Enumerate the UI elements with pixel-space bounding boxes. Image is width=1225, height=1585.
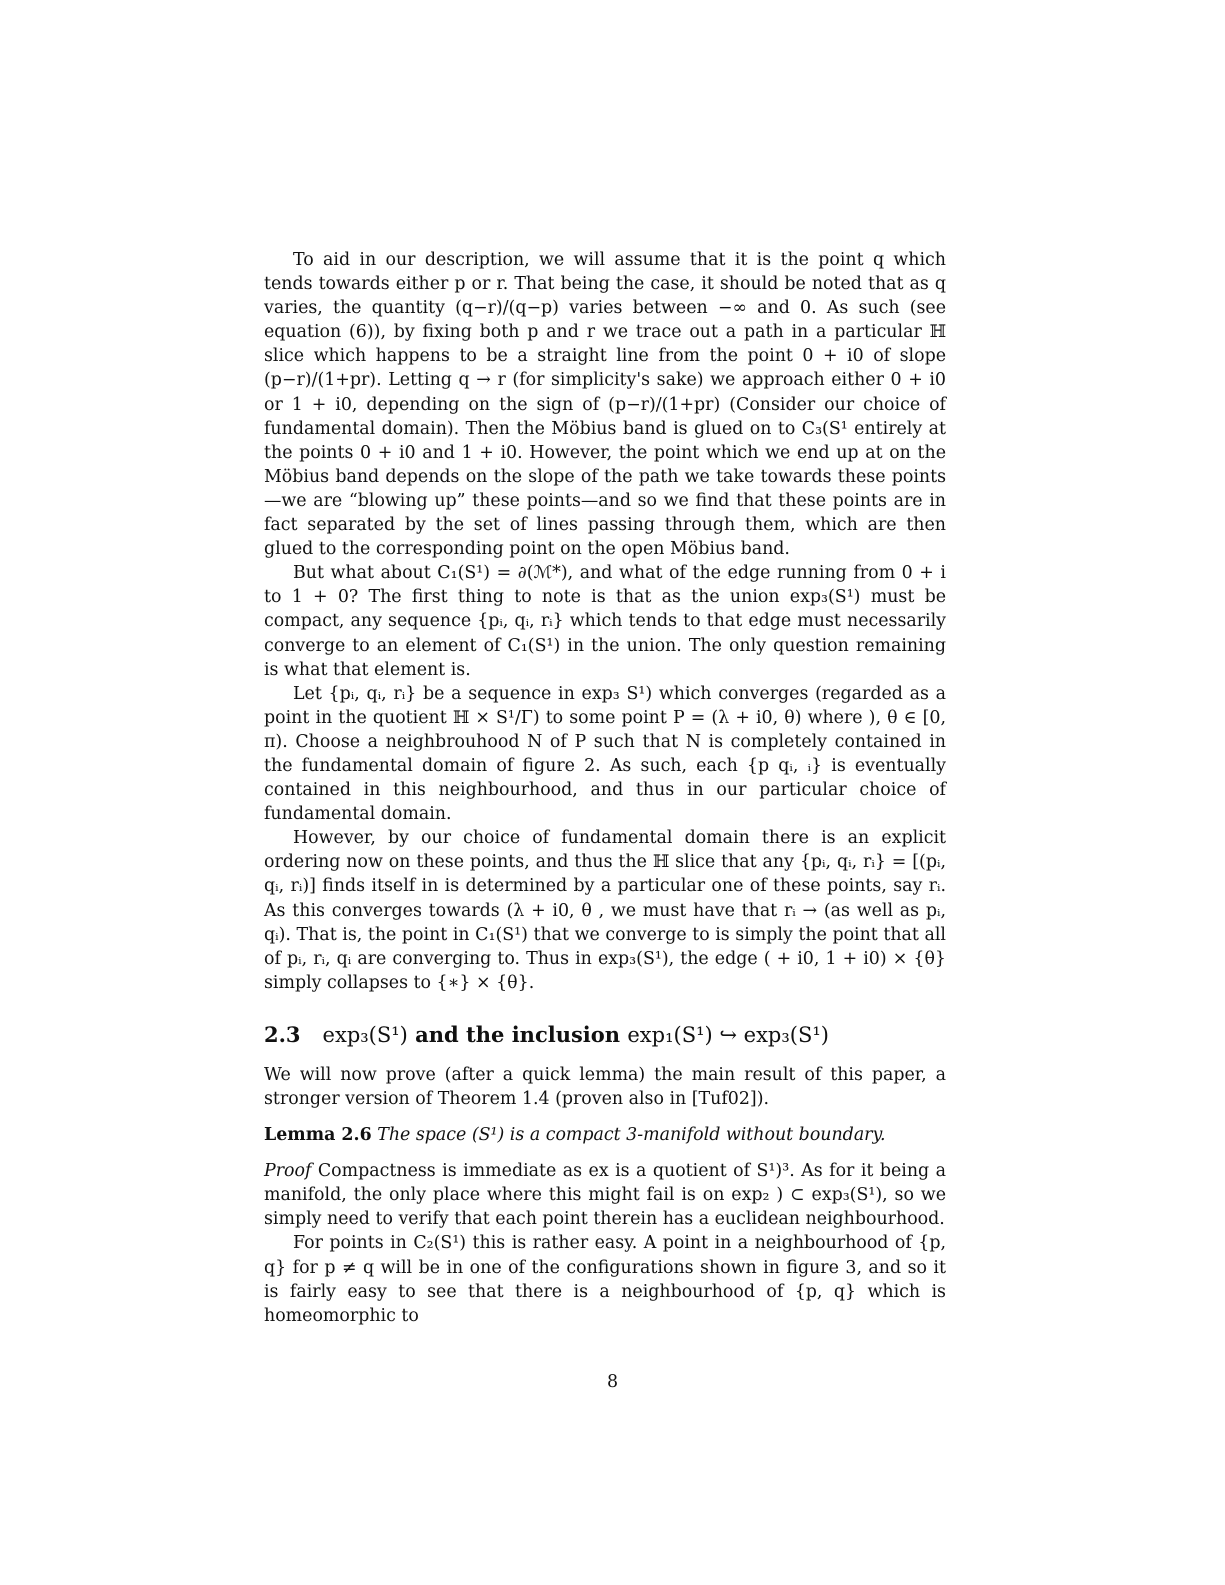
proof-label: Proof: [264, 1161, 312, 1182]
paragraph-proof: [264, 1159, 946, 1231]
page-number: 8: [606, 1372, 619, 1392]
section-number: 2.3: [264, 1021, 301, 1047]
paragraph-5: We will now prove (after a quick lemma) the main result of this paper, a stronger version of Theorem 1.4 (proven also in [Tuf02]).: [264, 1064, 946, 1109]
paragraph-1: To aid in our description, we will assume that it is the point q which tends towards either p or r. That being the case, it should be noted that as q varies, the quantity (q−r)/(q−p) varies between −∞ and 0. As such (see equation (6)), by fixing both p and r we trace out a path in a particular ℍ slice which happens to be a straight line from the point 0 + i0 of slope (p−r)/(1+pr). Letting q → r (for simplicity's sake) we approach either 0 + i0 or 1 + i0, depending on the sign of (p−r)/(1+pr) (Consider our choice of fundamental domain). Then the Möbius band is glued on to C₃(S¹ entirely at the points 0 + i0 and 1 + i0. However, the point which we end up at on the Möbius band depends on the slope of the path we take towards these points—we are “blowing up” these points—and so we find that these points are in fact separated by the set of lines passing through them, which are then glued to the corresponding point on the open Möbius band.: [264, 250, 946, 560]
section-heading: [264, 1021, 946, 1049]
section-title-math-1: exp₃(S¹): [322, 1022, 408, 1047]
page-body: [264, 248, 946, 1328]
paragraph-4: However, by our choice of fundamental domain there is an explicit ordering now on these points, and thus the ℍ slice that any {pᵢ, qᵢ, rᵢ} = [(pᵢ, qᵢ, rᵢ)] finds itself in is determined by a particular one of these points, say rᵢ. As this converges towards (λ + i0, θ , we must have that rᵢ → (as well as pᵢ, qᵢ). That is, the point in C₁(S¹) that we converge to is simply the point that all of pᵢ, rᵢ, qᵢ are converging to. Thus in exp₃(S¹), the edge ( + i0, 1 + i0) × {θ} simply collapses to {∗} × {θ}.: [264, 828, 946, 993]
paragraph-2: But what about C₁(S¹) = ∂(ℳ*), and what of the edge running from 0 + i to 1 + 0? The first thing to note is that as the union exp₃(S¹) must be compact, any sequence {pᵢ, qᵢ, rᵢ} which tends to that edge must necessarily converge to an element of C₁(S¹) in the union. The only question remaining is what that element is.: [264, 563, 946, 680]
lemma-statement: The space (S¹) is a compact 3-manifold without boundary.: [371, 1125, 886, 1146]
lemma: [264, 1123, 946, 1147]
paragraph-3: Let {pᵢ, qᵢ, rᵢ} be a sequence in exp₃ S¹) which converges (regarded as a point in the quotient ℍ × S¹/Γ) to some point P = (λ + i0, θ) where ), θ ∈ [0, π). Choose a neighbrouhood N of P such that N is completely contained in the fundamental domain of figure 2. As such, each {p qᵢ, ᵢ} is eventually contained in this neighbourhood, and thus in our particular choice of fundamental domain.: [264, 683, 946, 825]
lemma-label: Lemma 2.6: [264, 1125, 372, 1146]
proof-text: Compactness is immediate as ex is a quotient of S¹)³. As for it being a manifold, the only place where this might fail is on exp₂ ) ⊂ exp₃(S¹), so we simply need to verify that each point therein has a euclidean neighbourhood.: [264, 1161, 946, 1230]
section-title-text: and the inclusion: [407, 1021, 628, 1047]
paragraph-8: For points in C₂(S¹) this is rather easy. A point in a neighbourhood of {p, q} for p ≠ q will be in one of the configurations shown in figure 3, and so it is fairly easy to see that there is a neighbourhood of {p, q} which is homeomorphic to: [264, 1233, 946, 1326]
section-title-math-2: exp₁(S¹) ↪ exp₃(S¹): [627, 1022, 829, 1047]
